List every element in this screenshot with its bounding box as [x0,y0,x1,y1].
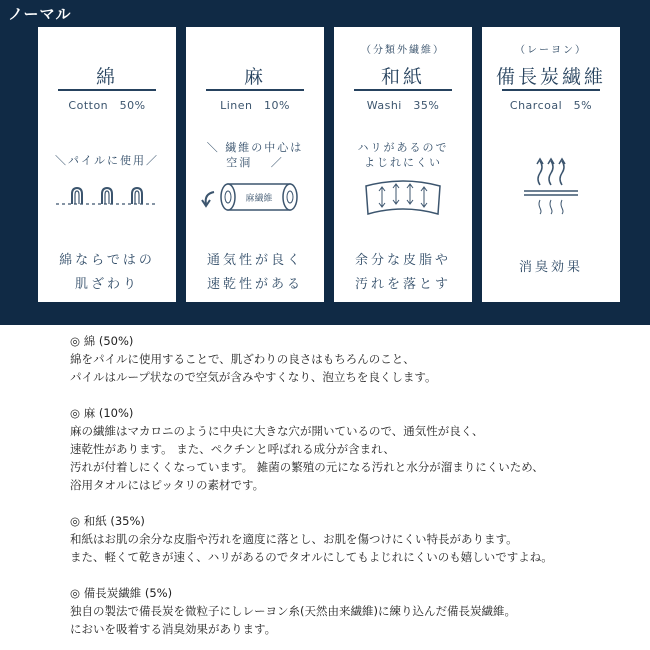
benefit-line: 綿ならではの [59,253,155,268]
material-card-cotton [38,27,176,302]
benefit-line: 肌ざわり [74,277,139,292]
section-line: 麻の繊維はマカロニのように中央に大きな穴が開いているので、通気性が良く、 [70,424,484,438]
material-card-charcoal [482,27,620,302]
paper-strip-icon [334,172,472,232]
section-line: 綿をパイルに使用することで、肌ざわりの良さはもちろんのこと、 [70,352,415,366]
benefit-text [38,249,176,297]
material-name: 和紙 [380,66,425,88]
feature-caption [186,140,324,170]
benefit-line: 速乾性がある [206,277,303,292]
section-heading: ◎ 綿 (50%) [70,334,134,348]
material-card-linen [186,27,324,302]
material-name: 綿 [95,66,118,88]
banner-title: ノーマル [8,5,72,23]
feature-caption: ＼パイルに使用／ [55,154,159,167]
material-card-washi [334,27,472,302]
divider [206,89,304,91]
feature-line: ハリがあるので [357,141,449,154]
section-line: 独自の製法で備長炭を微粒子にしレーヨン糸(天然由来繊維)に練り込んだ備長炭繊維。 [70,604,516,618]
section-heading: ◎ 備長炭繊維 (5%) [70,586,173,600]
feature-line: よじれにくい [364,156,442,169]
benefit-text [186,249,324,297]
section-line: パイルはループ状なので空気が含みやすくなり、泡立ちを良くします。 [70,370,437,384]
material-name: 麻 [243,66,266,88]
section-charcoal [70,584,630,638]
benefit-line: 汚れを落とす [354,277,451,292]
feature-caption [334,140,472,170]
section-line: 速乾性があります。 また、ペクチンと呼ばれる成分が含まれ、 [70,442,395,456]
section-cotton [70,332,630,386]
divider [502,89,600,91]
material-percent: Cotton 50% [68,99,146,112]
section-line: 和紙はお肌の余分な皮脂や汚れを適度に落とし、お肌を傷つけにくい特長があります。 [70,532,518,546]
divider [58,89,156,91]
material-percent: Washi 35% [366,99,440,112]
section-line: 浴用タオルにはピッタリの素材です。 [70,478,265,492]
material-name: 備長炭繊維 [495,66,606,88]
section-line: 汚れが付着しにくくなっています。 雑菌の繁殖の元になる汚れと水分が溜まりにくいため、 [70,460,544,474]
hollow-fiber-tube-icon [186,172,324,232]
benefit-line: 消臭効果 [518,260,583,275]
section-heading: ◎ 麻 (10%) [70,406,134,420]
pile-loops-icon [38,172,176,232]
section-heading: ◎ 和紙 (35%) [70,514,145,528]
benefit-line: 通気性が良く [206,253,303,268]
benefit-line: 余分な皮脂や [354,253,451,268]
benefit-text [482,256,620,280]
section-washi [70,512,630,566]
section-line: においを吸着する消臭効果があります。 [70,622,277,636]
tube-label: 麻繊維 [245,194,273,204]
material-percent: Linen 10% [220,99,290,112]
section-line: また、軽くて乾きが速く、ハリがあるのでタオルにしてもよじれにくいのも嬉しいですよね。 [70,550,553,564]
feature-line: 空洞 ／ [226,156,284,169]
material-subtitle: （分類外繊維） [361,45,445,56]
feature-line: ＼ 繊維の中心は [206,141,304,154]
benefit-text [334,249,472,297]
material-descriptions [70,332,630,650]
divider [354,89,452,91]
deodorize-icon [482,155,620,215]
section-linen [70,404,630,494]
material-percent: Charcoal 5% [509,99,593,112]
material-subtitle: （レーヨン） [515,45,587,56]
